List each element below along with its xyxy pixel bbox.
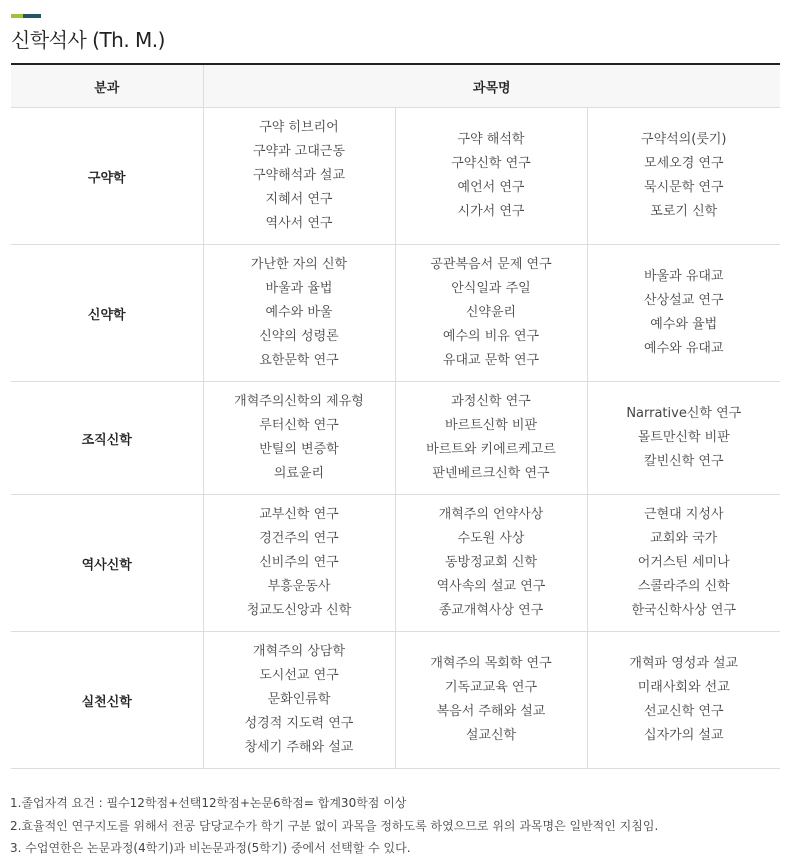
course-item: 구약해석과 설교: [252, 168, 346, 183]
course-item: 십자가의 설교: [644, 728, 724, 743]
course-list: [204, 640, 395, 760]
course-item: 바울과 유대교: [644, 269, 724, 284]
course-item: 교회와 국가: [650, 531, 718, 546]
course-list: [396, 128, 587, 224]
department-cell: 실천신학: [11, 632, 203, 769]
course-item: 모세오경 연구: [644, 156, 724, 171]
course-cell: [395, 108, 587, 245]
course-item: 산상설교 연구: [644, 293, 724, 308]
course-item: 구약과 고대근동: [252, 144, 346, 159]
course-cell: [587, 382, 780, 495]
course-item: 묵시문학 연구: [644, 180, 724, 195]
course-item: 예수와 바울: [265, 305, 333, 320]
course-item: 어거스틴 세미나: [637, 555, 730, 570]
course-cell: [395, 495, 587, 632]
course-list: [204, 503, 395, 623]
course-item: 역사속의 설교 연구: [436, 579, 546, 594]
course-item: 지혜서 연구: [265, 192, 333, 207]
department-cell: 역사신학: [11, 495, 203, 632]
course-item: 개혁주의 언약사상: [438, 507, 544, 522]
course-list: [588, 652, 781, 748]
course-item: 수도원 사상: [457, 531, 525, 546]
course-item: 포로기 신학: [650, 204, 718, 219]
course-cell: [395, 245, 587, 382]
course-list: [204, 253, 395, 373]
course-item: 판넨베르크신학 연구: [432, 466, 550, 481]
course-item: 동방정교회 신학: [444, 555, 538, 570]
notes-list: [10, 792, 658, 860]
course-item: 루터신학 연구: [259, 418, 339, 433]
course-item: 교부신학 연구: [259, 507, 339, 522]
course-list: [204, 116, 395, 236]
course-cell: [203, 632, 395, 769]
course-item: 성경적 지도력 연구: [244, 716, 354, 731]
table-header-row: [11, 64, 780, 108]
course-item: 창세기 주해와 설교: [244, 740, 354, 755]
course-cell: [395, 632, 587, 769]
table-row: [11, 108, 780, 245]
table-row: [11, 495, 780, 632]
course-item: 바르트신학 비판: [444, 418, 538, 433]
course-item: 도시선교 연구: [259, 668, 339, 683]
course-item: 스콜라주의 신학: [637, 579, 730, 594]
course-item: 청교도신앙과 신학: [246, 603, 352, 618]
course-list: [588, 402, 781, 474]
note-item: 1.졸업자격 요건 : 필수12학점+선택12학점+논문6학점= 합계30학점 이상: [10, 796, 407, 810]
course-item: 몰트만신학 비판: [637, 430, 730, 445]
course-item: 가난한 자의 신학: [250, 257, 348, 272]
course-item: 안식일과 주일: [451, 281, 531, 296]
course-cell: [587, 108, 780, 245]
course-item: 신약윤리: [465, 305, 517, 320]
course-item: 예언서 연구: [457, 180, 525, 195]
course-item: 종교개혁사상 연구: [438, 603, 544, 618]
course-item: 반틸의 변증학: [259, 442, 339, 457]
course-cell: [395, 382, 587, 495]
course-item: 개혁주의 상담학: [252, 644, 346, 659]
course-cell: [587, 245, 780, 382]
course-item: 구약석의(룻기): [641, 132, 727, 147]
course-item: 미래사회와 선교: [637, 680, 730, 695]
course-item: 역사서 연구: [265, 216, 333, 231]
course-item: 근현대 지성사: [644, 507, 724, 522]
course-item: 예수와 유대교: [644, 341, 724, 356]
curriculum-table: [11, 63, 780, 769]
department-cell: 조직신학: [11, 382, 203, 495]
course-item: 의료윤리: [273, 466, 325, 481]
course-list: [396, 253, 587, 373]
course-item: 복음서 주해와 설교: [436, 704, 546, 719]
course-item: 선교신학 연구: [644, 704, 724, 719]
course-cell: [203, 108, 395, 245]
course-item: 구약 히브리어: [259, 120, 339, 135]
course-item: 바울과 율법: [265, 281, 333, 296]
course-list: [588, 265, 781, 361]
course-list: [588, 503, 781, 623]
course-item: 설교신학: [465, 728, 517, 743]
course-item: 한국신학사상 연구: [631, 603, 737, 618]
course-item: 문화인류학: [267, 692, 331, 707]
header-division: 분과: [11, 64, 203, 108]
course-list: [396, 503, 587, 623]
course-item: 신약의 성령론: [259, 329, 339, 344]
table-body: [11, 108, 780, 769]
course-item: 기독교교육 연구: [444, 680, 538, 695]
course-list: [396, 390, 587, 486]
course-item: 경건주의 연구: [259, 531, 339, 546]
course-cell: [587, 495, 780, 632]
note-item: 3. 수업연한은 논문과정(4학기)과 비논문과정(5학기) 중에서 선택할 수 있다.: [10, 841, 411, 855]
course-cell: [203, 495, 395, 632]
table-row: [11, 382, 780, 495]
title-accent-bar: [11, 14, 41, 18]
page-title: 신학석사 (Th. M.): [11, 28, 165, 52]
course-item: 부흥운동사: [267, 579, 331, 594]
table-row: [11, 632, 780, 769]
course-item: 과정신학 연구: [451, 394, 531, 409]
table-row: [11, 245, 780, 382]
course-item: 신비주의 연구: [259, 555, 339, 570]
department-cell: 신약학: [11, 245, 203, 382]
course-cell: [203, 245, 395, 382]
course-item: 요한문학 연구: [259, 353, 339, 368]
department-cell: 구약학: [11, 108, 203, 245]
course-item: Narrative신학 연구: [626, 406, 742, 421]
course-item: 예수와 율법: [650, 317, 718, 332]
course-item: 공관복음서 문제 연구: [430, 257, 552, 272]
course-item: 구약 해석학: [457, 132, 525, 147]
course-cell: [203, 382, 395, 495]
course-item: 칼빈신학 연구: [644, 454, 724, 469]
course-item: 시가서 연구: [457, 204, 525, 219]
course-list: [204, 390, 395, 486]
header-courses: 과목명: [203, 64, 780, 108]
course-item: 개혁주의 목회학 연구: [430, 656, 552, 671]
accent-green-segment: [11, 14, 23, 18]
course-item: 구약신학 연구: [451, 156, 531, 171]
course-cell: [587, 632, 780, 769]
course-item: 유대교 문학 연구: [442, 353, 540, 368]
course-item: 개혁파 영성과 설교: [629, 656, 739, 671]
course-item: 바르트와 키에르케고르: [426, 442, 556, 457]
accent-dark-segment: [23, 14, 41, 18]
course-list: [588, 128, 781, 224]
note-item: 2.효율적인 연구지도를 위해서 전공 담당교수가 학기 구분 없이 과목을 정하도록 하였으므로 위의 과목명은 일반적인 지침임.: [10, 818, 659, 833]
course-item: 예수의 비유 연구: [442, 329, 540, 344]
course-item: 개혁주의신학의 제유형: [234, 394, 364, 409]
course-list: [396, 652, 587, 748]
